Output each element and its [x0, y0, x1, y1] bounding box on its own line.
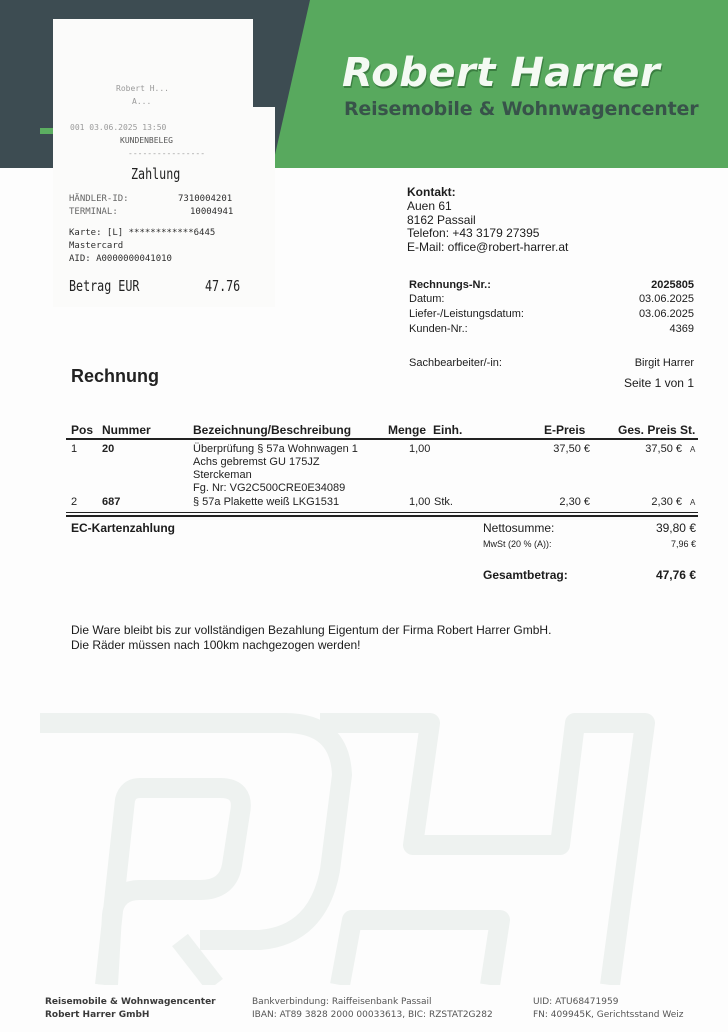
cell-pos: 2: [71, 496, 78, 508]
brand-name: Robert Harrer: [342, 50, 661, 96]
col-unit: Einh.: [433, 423, 463, 437]
meta-date: [409, 293, 694, 305]
receipt-aid: AID: A0000000041010: [69, 254, 172, 264]
footer-line: Reisemobile & Wohnwagencenter: [45, 997, 216, 1007]
contact-street: Auen 61: [407, 198, 452, 213]
table-header-rule: [66, 438, 698, 440]
meta-value: 2025805: [651, 279, 694, 291]
cell-tax-code: A: [690, 445, 696, 454]
receipt-terminal-id: 10004941: [190, 207, 234, 217]
footer-legal: [533, 996, 684, 1022]
col-number: Nummer: [102, 423, 151, 437]
contact-phone: Telefon: +43 3179 27395: [407, 226, 540, 241]
cell-total-price: 37,50 €: [645, 443, 682, 455]
meta-value: 4369: [669, 323, 694, 335]
cell-desc-line: Überprüfung § 57a Wohnwagen 1: [193, 443, 358, 455]
receipt-amount-label: Betrag EUR: [69, 277, 140, 295]
vat-value: 7,96 €: [670, 539, 696, 549]
contact-block: [407, 186, 568, 255]
cell-total-price: 2,30 €: [651, 496, 682, 508]
cell-unit: Stk.: [434, 496, 453, 508]
vat-label: MwSt (20 % (A)):: [483, 539, 552, 549]
cell-pos: 1: [71, 443, 78, 455]
receipt-card-brand: Mastercard: [69, 241, 124, 251]
cell-desc-line: § 57a Plakette weiß LKG1531: [193, 496, 340, 508]
note-line: Die Räder müssen nach 100km nachgezogen werden!: [71, 637, 361, 652]
cell-quantity: 1,00: [409, 443, 431, 455]
col-description: Bezeichnung/Beschreibung: [193, 423, 352, 437]
brand-subtitle: Reisemobile & Wohnwagencenter: [344, 98, 699, 120]
cell-unit-price: 2,30 €: [559, 496, 590, 508]
meta-invoice-number: [409, 279, 694, 291]
col-quantity: Menge: [388, 423, 427, 437]
receipt-dashes: ----------------: [128, 149, 206, 158]
meta-customer-number: [409, 323, 694, 335]
contact-email: E-Mail: office@robert-harrer.at: [407, 240, 569, 255]
rh-logo-watermark-icon: [40, 695, 720, 985]
meta-delivery-date: [409, 308, 694, 320]
note-line: Die Ware bleibt bis zur vollständigen Bezahlung Eigentum der Firma Robert Harrer GmbH.: [71, 623, 552, 637]
cell-desc-line: Sterckeman: [193, 469, 252, 481]
receipt-merchant-line: A...: [132, 97, 152, 106]
footer-line: FN: 409945K, Gerichtsstand Weiz: [533, 1010, 684, 1020]
footer-company: [45, 996, 216, 1022]
cell-number: 20: [102, 443, 115, 455]
table-footer-rule-2: [66, 515, 698, 517]
cell-tax-code: A: [690, 498, 696, 507]
cell-desc-line: Fg. Nr: VG2C500CRE0E34089: [193, 482, 346, 494]
receipt-datetime: 001 03.06.2025 13:50: [70, 123, 167, 132]
table-footer-rule-1: [66, 512, 698, 513]
meta-label: Datum:: [409, 293, 445, 305]
payment-method: EC-Kartenzahlung: [71, 521, 176, 535]
page-number: Seite 1 von 1: [623, 376, 694, 390]
meta-label: Liefer-/Leistungsdatum:: [409, 308, 524, 320]
receipt-doc-type: KUNDENBELEG: [120, 136, 173, 145]
terms-notes: [71, 623, 551, 652]
total-label: Gesamtbetrag:: [483, 568, 568, 582]
cell-quantity: 1,00: [409, 496, 431, 508]
footer-line: Bankverbindung: Raiffeisenbank Passail: [252, 997, 432, 1007]
meta-label: Kunden-Nr.:: [409, 323, 468, 335]
receipt-heading: Zahlung: [131, 165, 181, 183]
receipt-card-number: Karte: [L] ************6445: [69, 228, 216, 238]
col-unit-price: E-Preis: [544, 423, 586, 437]
page-indicator: [409, 376, 694, 390]
col-total-price: Ges. Preis St.: [618, 423, 696, 437]
meta-clerk: [409, 357, 694, 369]
footer-line: UID: ATU68471959: [533, 997, 619, 1007]
total-value: 47,76 €: [655, 568, 696, 582]
receipt-terminal-label: TERMINAL:: [69, 207, 118, 217]
receipt-amount-value: 47.76: [205, 277, 241, 295]
document-title: Rechnung: [71, 366, 159, 386]
net-value: 39,80 €: [655, 521, 696, 535]
receipt-merchant-id: 7310004201: [178, 194, 233, 204]
meta-label: Rechnungs-Nr.:: [409, 279, 491, 291]
receipt-merchant-label: HÄNDLER-ID:: [69, 194, 129, 204]
contact-city: 8162 Passail: [407, 212, 476, 227]
cell-number: 687: [102, 496, 121, 508]
meta-value: Birgit Harrer: [634, 357, 694, 369]
col-pos: Pos: [71, 423, 94, 437]
footer-bank: [252, 996, 493, 1022]
footer-line: Robert Harrer GmbH: [45, 1010, 150, 1020]
net-label: Nettosumme:: [483, 521, 555, 535]
meta-label: Sachbearbeiter/-in:: [409, 357, 502, 369]
cell-desc-line: Achs gebremst GU 175JZ: [193, 456, 320, 468]
meta-value: 03.06.2025: [638, 293, 694, 305]
footer-line: IBAN: AT89 3828 2000 00033613, BIC: RZSTAT2G282: [252, 1010, 493, 1020]
contact-heading: Kontakt:: [407, 185, 456, 199]
receipt-merchant-name: Robert H...: [116, 84, 169, 93]
meta-value: 03.06.2025: [638, 308, 694, 320]
cell-unit-price: 37,50 €: [553, 443, 590, 455]
